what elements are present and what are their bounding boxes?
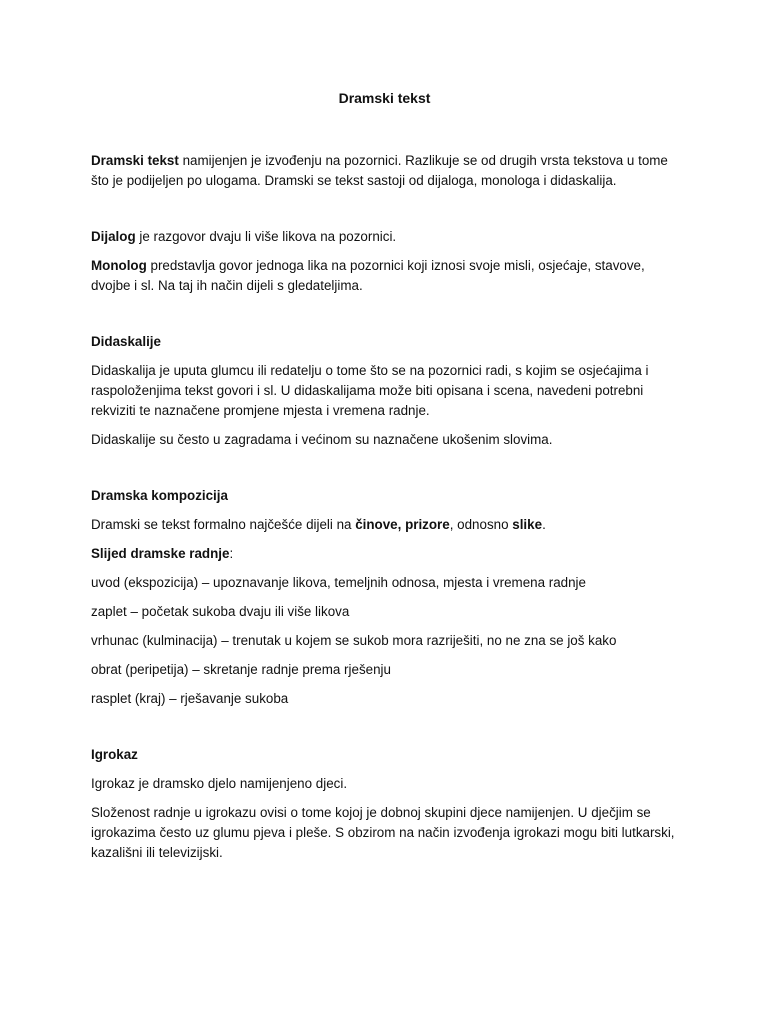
monolog-term: Monolog bbox=[91, 258, 147, 273]
slijed-step-rasplet: rasplet (kraj) – rješavanje sukoba bbox=[91, 691, 289, 706]
dijalog-paragraph bbox=[91, 227, 678, 247]
igrokaz-heading: Igrokaz bbox=[91, 747, 138, 762]
slijed-step-obrat: obrat (peripetija) – skretanje radnje prema rješenju bbox=[91, 662, 391, 677]
didaskalije-paragraph-2: Didaskalije su često u zagradama i većinom su naznačene ukošenim slovima. bbox=[91, 432, 553, 447]
kompozicija-paragraph bbox=[91, 515, 678, 535]
slijed-step-zaplet: zaplet – početak sukoba dvaju ili više likova bbox=[91, 604, 350, 619]
igrokaz-paragraph-1: Igrokaz je dramsko djelo namijenjeno djeci. bbox=[91, 776, 348, 791]
kompozicija-bold-2: slike bbox=[512, 517, 543, 532]
kompozicija-pre: Dramski se tekst formalno najčešće dijeli na bbox=[91, 517, 356, 532]
igrokaz-paragraph-2: Složenost radnje u igrokazu ovisi o tome kojoj je dobnoj skupini djece namijenjen. U dječjim se igrokazima često uz glumu pjeva i pleše. S obzirom na način izvođenja igrokazi mogu biti lutkarski, kazališni ili televizijski. bbox=[91, 805, 675, 860]
monolog-text: predstavlja govor jednoga lika na pozornici koji iznosi svoje misli, osjećaje, stavove, dvojbe i sl. Na taj ih način dijeli s gledateljima. bbox=[91, 258, 645, 293]
slijed-step-uvod: uvod (ekspozicija) – upoznavanje likova, temeljnih odnosa, mjesta i vremena radnje bbox=[91, 575, 586, 590]
kompozicija-heading: Dramska kompozicija bbox=[91, 488, 228, 503]
intro-term: Dramski tekst bbox=[91, 153, 179, 168]
dijalog-term: Dijalog bbox=[91, 229, 136, 244]
kompozicija-end: . bbox=[542, 517, 546, 532]
slijed-label-line bbox=[91, 544, 678, 564]
didaskalije-heading: Didaskalije bbox=[91, 334, 161, 349]
kompozicija-bold-1: činove, prizore bbox=[355, 517, 450, 532]
didaskalije-paragraph-1: Didaskalija je uputa glumcu ili redatelju o tome što se na pozornici radi, s kojim se osjećajima i raspoloženjima tekst govori i sl. U didaskalijama može biti opisana i scena, navedeni potrebni rekviziti te naznačene promjene mjesta i vremena radnje. bbox=[91, 363, 649, 418]
slijed-step-vrhunac: vrhunac (kulminacija) – trenutak u kojem se sukob mora razriješiti, no ne zna se još kako bbox=[91, 633, 617, 648]
dijalog-text: je razgovor dvaju li više likova na pozornici. bbox=[135, 229, 397, 244]
monolog-paragraph bbox=[91, 256, 678, 296]
document-title: Dramski tekst bbox=[338, 90, 431, 106]
intro-text: namijenjen je izvođenju na pozornici. Razlikuje se od drugih vrsta tekstova u tome što je podijeljen po ulogama. Dramski se tekst sastoji od dijaloga, monologa i didaskalija. bbox=[91, 153, 668, 188]
slijed-label: Slijed dramske radnje bbox=[91, 546, 230, 561]
intro-paragraph bbox=[91, 151, 678, 191]
slijed-colon: : bbox=[229, 546, 234, 561]
kompozicija-mid: , odnosno bbox=[449, 517, 513, 532]
